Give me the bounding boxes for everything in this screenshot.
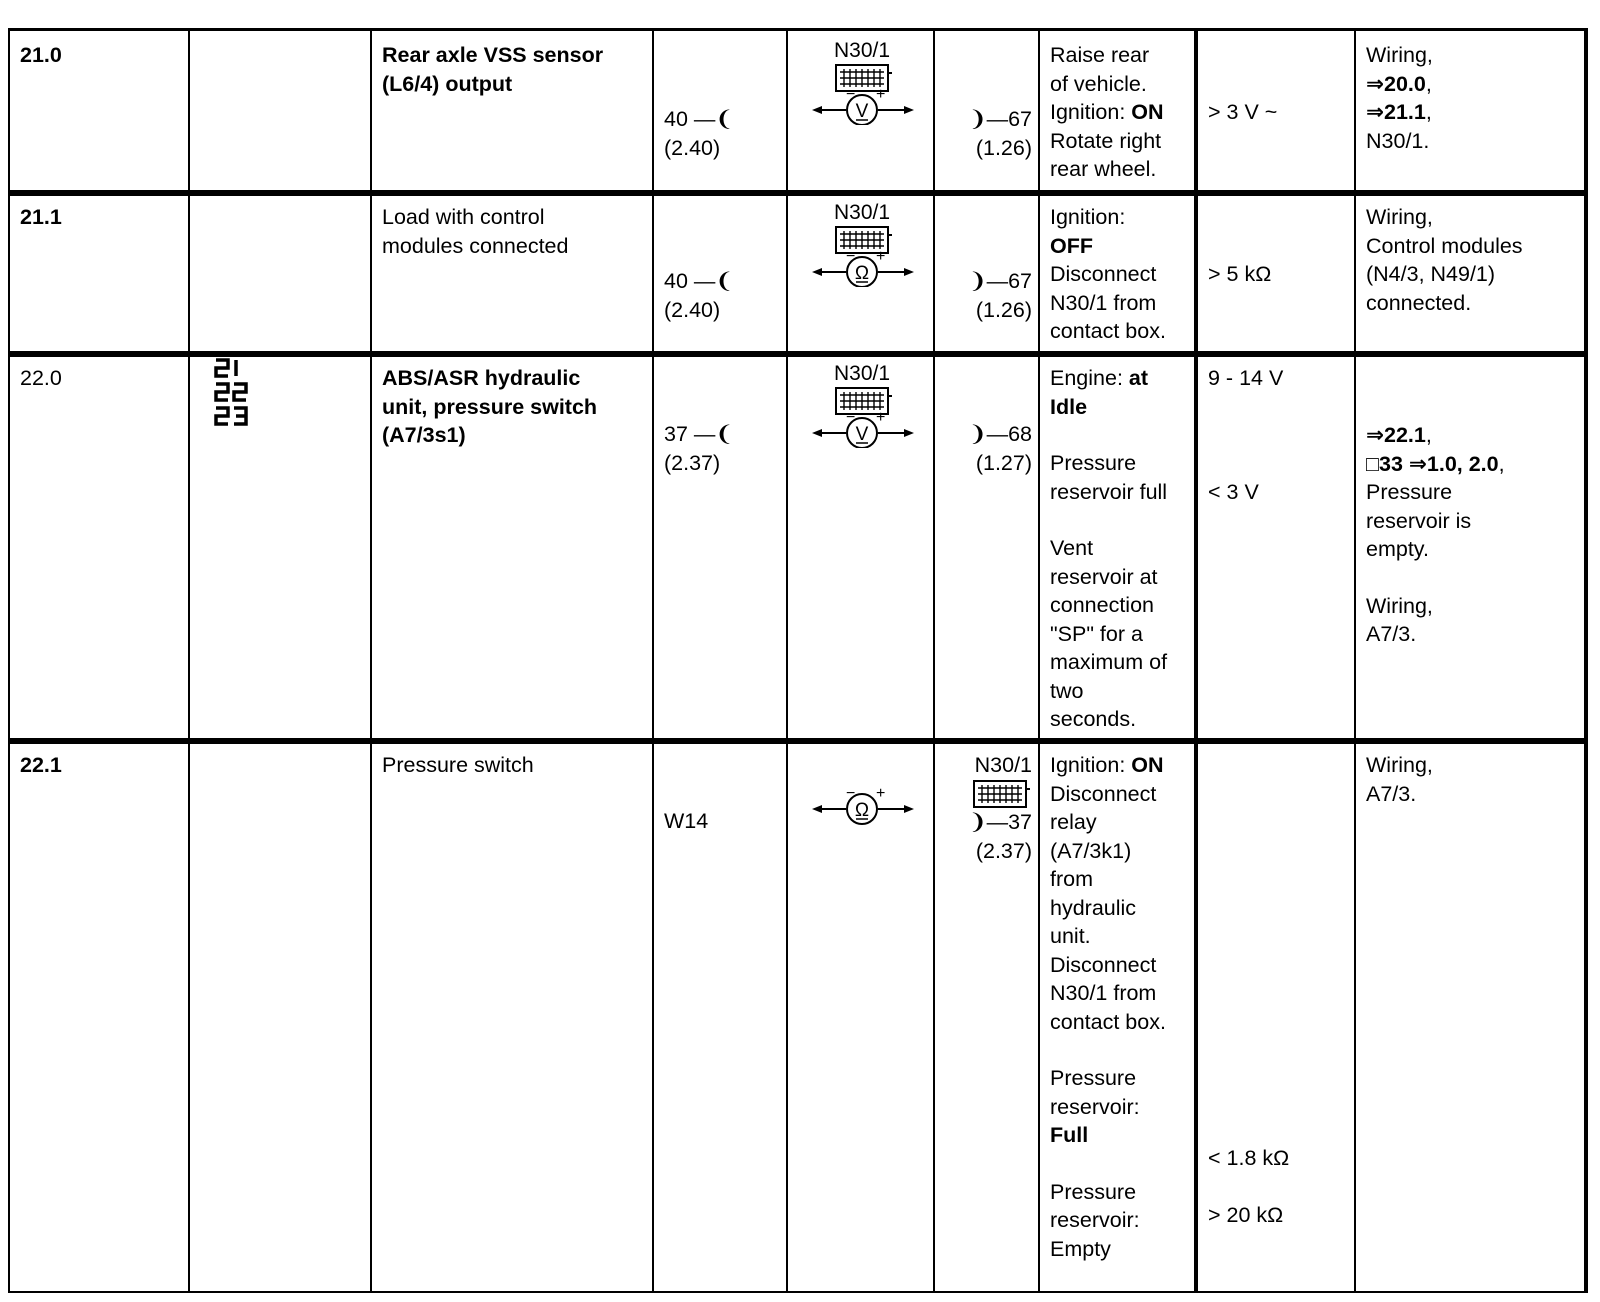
nominal-cell <box>1196 354 1356 738</box>
socket-male-icon: ❩— <box>968 422 1009 446</box>
right-pin-cell <box>935 31 1040 190</box>
test-title: Rear axle VSS sensor (L6/4) output <box>372 31 654 190</box>
test-table <box>8 28 1588 1293</box>
socket-female-icon: —❨ <box>693 269 734 293</box>
svg-text:−: − <box>846 409 856 426</box>
meter-symbol: V <box>855 101 869 122</box>
code-cell <box>190 354 372 738</box>
left-pin-cell <box>654 31 788 190</box>
socket-male-icon: ❩— <box>968 810 1009 834</box>
nominal-cell <box>1196 193 1356 351</box>
svg-text:+: + <box>876 86 886 103</box>
right-pin-cell <box>935 741 1040 1291</box>
remedy-cell: Wiring, Control modules (N4/3, N49/1) connected. <box>1354 193 1586 351</box>
device-label: N30/1 <box>833 362 891 385</box>
conditions-cell: Engine: at Idle Pressure reservoir full Vent reservoir at connection "SP" for a maximum of two seconds. <box>1040 354 1196 738</box>
svg-text:−: − <box>846 787 856 802</box>
contact-box-icon <box>972 779 1032 811</box>
meter-cell <box>788 354 935 738</box>
table-row-21-0 <box>10 28 1586 190</box>
right-pin: 37 <box>1008 810 1032 834</box>
code-cell <box>190 31 372 190</box>
left-pin-cell <box>654 193 788 351</box>
left-pin: W14 <box>664 809 709 833</box>
left-pin: 40 <box>664 107 688 131</box>
nominal-value: > 3 V ~ <box>1208 100 1278 124</box>
left-pin-cell <box>654 354 788 738</box>
right-pin-cell <box>935 354 1040 738</box>
socket-female-icon: —❨ <box>693 107 734 131</box>
blink-code-icon <box>214 356 254 436</box>
step-number: 21.0 <box>10 31 190 190</box>
conditions-cell: Raise rear of vehicle. Ignition: ON Rotate right rear wheel. <box>1040 31 1196 190</box>
remedy-cell: ⇒22.1, □33 ⇒1.0, 2.0, Pressure reservoir is empty. Wiring, A7/3. <box>1354 354 1586 738</box>
meter-cell <box>788 193 935 351</box>
ohmmeter-icon <box>806 787 918 827</box>
right-pin-sub: (1.26) <box>975 298 1032 322</box>
left-pin-sub: (2.40) <box>664 136 721 160</box>
step-number: 22.1 <box>10 741 190 1291</box>
nominal-cell <box>1196 741 1356 1291</box>
left-pin-cell <box>654 741 788 1291</box>
code-cell <box>190 193 372 351</box>
right-pin-cell <box>935 193 1040 351</box>
nominal-value: > 5 kΩ <box>1208 262 1272 286</box>
conditions-cell: Ignition: ON Disconnect relay (A7/3k1) from hydraulic unit. Disconnect N30/1 from contact box. Pressure reservoir: Full Pressure reservoir: Empty <box>1040 741 1196 1291</box>
table-row-21-1 <box>10 190 1586 351</box>
svg-text:+: + <box>876 787 886 802</box>
device-label: N30/1 <box>974 753 1032 777</box>
contact-box-icon <box>806 63 918 125</box>
socket-male-icon: ❩— <box>968 269 1009 293</box>
left-pin-sub: (2.40) <box>664 298 721 322</box>
svg-text:−: − <box>846 248 856 265</box>
nominal-value: > 20 kΩ <box>1208 1203 1284 1227</box>
left-pin-sub: (2.37) <box>664 451 721 475</box>
test-title: Pressure switch <box>372 741 654 1291</box>
right-pin-sub: (1.26) <box>975 136 1032 160</box>
socket-male-icon: ❩— <box>968 107 1009 131</box>
table-row-22-0 <box>10 351 1586 738</box>
conditions-cell: Ignition: OFF Disconnect N30/1 from contact box. <box>1040 193 1196 351</box>
test-title: ABS/ASR hydraulic unit, pressure switch (A7/3s1) <box>372 354 654 738</box>
code-cell <box>190 741 372 1291</box>
meter-cell <box>788 31 935 190</box>
step-number: 21.1 <box>10 193 190 351</box>
meter-symbol: Ω <box>854 263 870 284</box>
test-title: Load with control modules connected <box>372 193 654 351</box>
right-pin-sub: (1.27) <box>975 451 1032 475</box>
remedy-cell: Wiring, A7/3. <box>1354 741 1586 1291</box>
right-pin: 67 <box>1008 269 1032 293</box>
right-pin: 67 <box>1008 107 1032 131</box>
right-pin: 68 <box>1008 422 1032 446</box>
meter-cell <box>788 741 935 1291</box>
meter-symbol: Ω <box>854 800 870 821</box>
device-label: N30/1 <box>833 201 891 224</box>
contact-box-icon <box>806 225 918 287</box>
svg-text:+: + <box>876 248 886 265</box>
table-row-22-1 <box>10 738 1586 1291</box>
nominal-value: 9 - 14 V <box>1208 366 1284 390</box>
left-pin: 37 <box>664 422 688 446</box>
nominal-value: < 1.8 kΩ <box>1208 1146 1290 1170</box>
nominal-value: < 3 V <box>1208 479 1259 504</box>
socket-female-icon: —❨ <box>693 422 734 446</box>
step-number: 22.0 <box>10 354 190 738</box>
svg-text:+: + <box>876 409 886 426</box>
meter-symbol: V <box>855 424 869 445</box>
left-pin: 40 <box>664 269 688 293</box>
nominal-cell <box>1196 31 1356 190</box>
svg-text:−: − <box>846 86 856 103</box>
device-label: N30/1 <box>833 39 891 62</box>
contact-box-icon <box>806 386 918 448</box>
remedy-cell: Wiring, ⇒20.0, ⇒21.1, N30/1. <box>1354 31 1586 190</box>
right-pin-sub: (2.37) <box>975 839 1032 863</box>
